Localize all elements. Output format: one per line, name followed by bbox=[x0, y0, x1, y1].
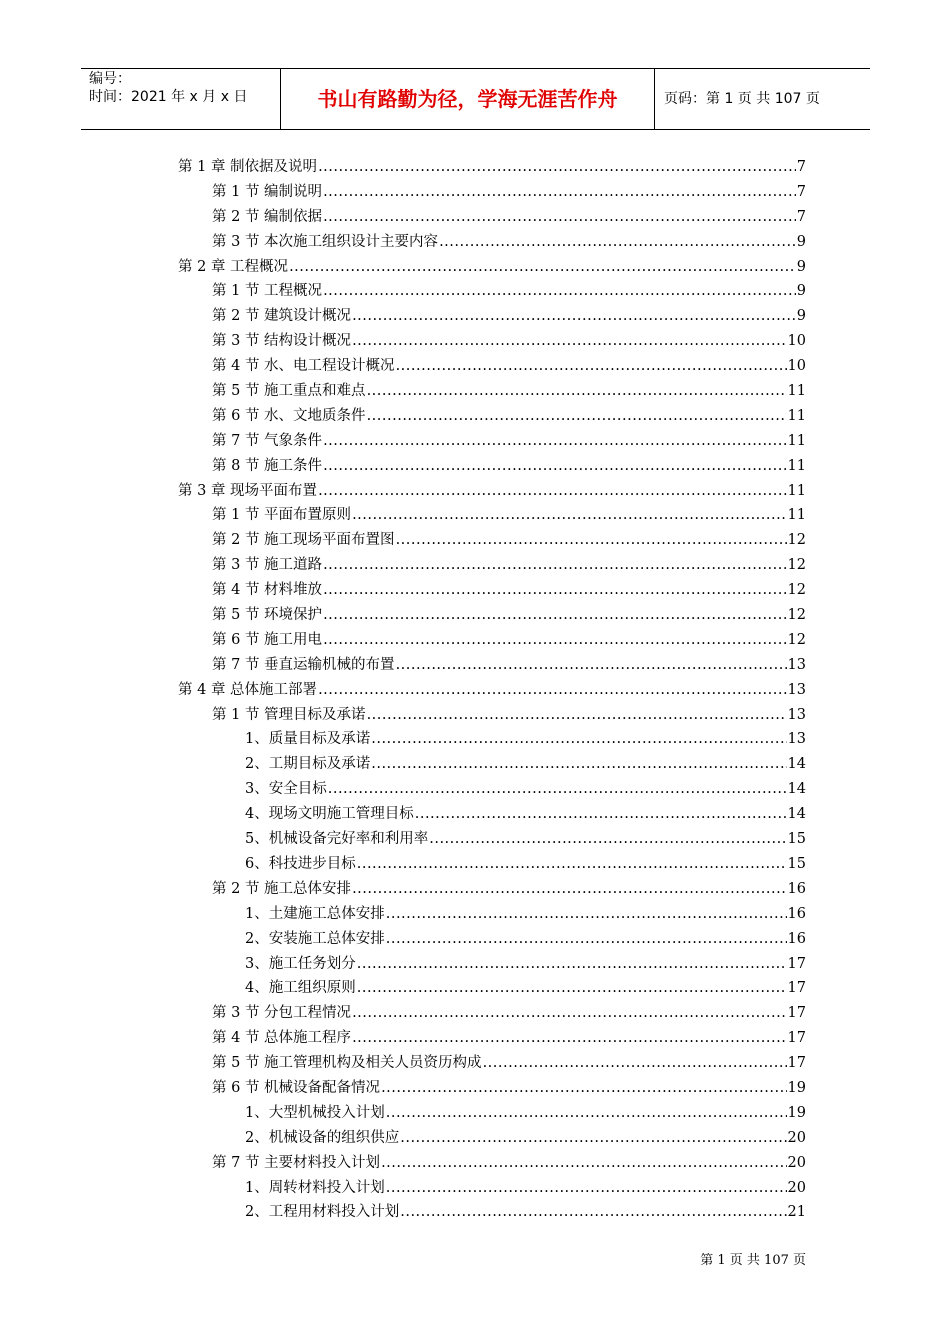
toc-dot-leader bbox=[357, 952, 787, 977]
toc-entry-title: 第 4 节 总体施工程序 bbox=[212, 1030, 352, 1047]
toc-entry-title: 安装施工总体安排 bbox=[268, 930, 385, 947]
toc-entry-page: 11 bbox=[787, 407, 806, 424]
toc-entry-page: 15 bbox=[787, 855, 806, 872]
toc-dot-leader bbox=[352, 877, 786, 902]
toc-entry[interactable] bbox=[178, 1126, 806, 1151]
toc-entry-title: 第 2 节 编制依据 bbox=[212, 208, 323, 225]
header-meta bbox=[81, 69, 281, 129]
toc-entry[interactable] bbox=[178, 727, 806, 752]
toc-entry-number: 5、 bbox=[245, 831, 269, 848]
toc-entry-page: 12 bbox=[787, 607, 806, 624]
toc-entry[interactable] bbox=[178, 852, 806, 877]
toc-dot-leader bbox=[323, 429, 786, 454]
toc-dot-leader bbox=[483, 1051, 787, 1076]
toc-entry[interactable] bbox=[178, 1026, 806, 1051]
toc-entry-title: 施工组织原则 bbox=[268, 980, 356, 997]
toc-entry-number: 3、 bbox=[245, 781, 269, 798]
toc-dot-leader bbox=[323, 553, 786, 578]
toc-dot-leader bbox=[386, 1101, 787, 1126]
toc-entry-title: 现场文明施工管理目标 bbox=[268, 806, 414, 823]
toc-entry-title: 第 4 章 总体施工部署 bbox=[178, 681, 318, 698]
toc-entry-number: 1、 bbox=[245, 1179, 269, 1196]
toc-entry-number: 1、 bbox=[245, 905, 269, 922]
toc-dot-leader bbox=[367, 404, 787, 429]
toc-entry-page: 17 bbox=[787, 1005, 806, 1022]
toc-entry[interactable] bbox=[178, 304, 806, 329]
toc-dot-leader bbox=[439, 230, 796, 255]
toc-entry-title: 安全目标 bbox=[268, 781, 327, 798]
toc-entry-title: 第 4 节 水、电工程设计概况 bbox=[212, 358, 395, 375]
page-footer: 第 1 页 共 107 页 bbox=[700, 1253, 806, 1268]
toc-dot-leader bbox=[289, 255, 796, 280]
toc-dot-leader bbox=[429, 827, 786, 852]
toc-entry-title: 大型机械投入计划 bbox=[268, 1104, 385, 1121]
toc-entry-page: 13 bbox=[787, 706, 806, 723]
toc-entry-page: 10 bbox=[787, 358, 806, 375]
toc-dot-leader bbox=[386, 927, 787, 952]
toc-dot-leader bbox=[323, 578, 786, 603]
toc-entry-page: 11 bbox=[787, 432, 806, 449]
toc-entry[interactable] bbox=[178, 1101, 806, 1126]
toc-entry-number: 2、 bbox=[245, 1129, 269, 1146]
toc-entry-page: 19 bbox=[787, 1079, 806, 1096]
toc-entry[interactable] bbox=[178, 603, 806, 628]
toc-dot-leader bbox=[371, 752, 786, 777]
page-header bbox=[81, 68, 870, 130]
toc-entry-page: 12 bbox=[787, 557, 806, 574]
toc-entry-title: 第 2 节 建筑设计概况 bbox=[212, 308, 352, 325]
toc-entry[interactable] bbox=[178, 205, 806, 230]
toc-dot-leader bbox=[352, 329, 786, 354]
toc-entry-title: 第 1 节 工程概况 bbox=[212, 283, 323, 300]
toc-dot-leader bbox=[352, 1001, 786, 1026]
toc-entry-title: 工程用材料投入计划 bbox=[268, 1204, 400, 1221]
toc-entry[interactable] bbox=[178, 230, 806, 255]
toc-entry-page: 17 bbox=[787, 1055, 806, 1072]
toc-dot-leader bbox=[323, 628, 786, 653]
toc-entry-page: 9 bbox=[796, 308, 806, 325]
toc-entry-title: 第 7 节 气象条件 bbox=[212, 432, 323, 449]
toc-dot-leader bbox=[318, 678, 786, 703]
toc-entry[interactable] bbox=[178, 703, 806, 728]
toc-dot-leader bbox=[381, 1076, 786, 1101]
toc-entry-title: 第 5 节 施工重点和难点 bbox=[212, 383, 366, 400]
toc-entry-title: 第 5 节 施工管理机构及相关人员资历构成 bbox=[212, 1055, 482, 1072]
toc-entry-page: 9 bbox=[796, 233, 806, 250]
toc-dot-leader bbox=[352, 304, 796, 329]
toc-entry[interactable] bbox=[178, 279, 806, 304]
toc-entry-title: 第 3 节 本次施工组织设计主要内容 bbox=[212, 233, 439, 250]
toc-dot-leader bbox=[381, 1151, 786, 1176]
toc-dot-leader bbox=[357, 852, 787, 877]
toc-entry[interactable] bbox=[178, 902, 806, 927]
toc-entry-number: 1、 bbox=[245, 1104, 269, 1121]
toc-entry-title: 第 7 节 垂直运输机械的布置 bbox=[212, 656, 395, 673]
toc-entry-page: 20 bbox=[787, 1179, 806, 1196]
toc-entry[interactable] bbox=[178, 802, 806, 827]
toc-entry-title: 第 2 节 施工现场平面布置图 bbox=[212, 532, 395, 549]
toc-entry[interactable] bbox=[178, 1176, 806, 1201]
toc-entry-page: 16 bbox=[787, 880, 806, 897]
toc-entry-page: 19 bbox=[787, 1104, 806, 1121]
toc-entry-number: 1、 bbox=[245, 731, 269, 748]
toc-dot-leader bbox=[396, 653, 787, 678]
toc-entry-title: 周转材料投入计划 bbox=[268, 1179, 385, 1196]
toc-entry[interactable] bbox=[178, 379, 806, 404]
toc-entry-page: 16 bbox=[787, 930, 806, 947]
toc-entry-title: 第 1 章 制依据及说明 bbox=[178, 159, 318, 175]
toc-entry-number: 2、 bbox=[245, 1204, 269, 1221]
toc-entry-page: 12 bbox=[787, 532, 806, 549]
document-number-label: 编号： bbox=[89, 71, 131, 87]
document-time-label: 时间：2021 年 x 月 x 日 bbox=[89, 89, 248, 105]
toc-entry-page: 14 bbox=[787, 756, 806, 773]
toc-dot-leader bbox=[396, 528, 787, 553]
toc-entry-title: 施工任务划分 bbox=[268, 955, 356, 972]
toc-dot-leader bbox=[323, 454, 786, 479]
toc-entry-page: 17 bbox=[787, 955, 806, 972]
toc-entry[interactable] bbox=[178, 1076, 806, 1101]
toc-entry-title: 第 4 节 材料堆放 bbox=[212, 582, 323, 599]
toc-entry-page: 15 bbox=[787, 831, 806, 848]
toc-entry-title: 机械设备的组织供应 bbox=[268, 1129, 400, 1146]
toc-entry-title: 质量目标及承诺 bbox=[268, 731, 371, 748]
toc-dot-leader bbox=[396, 354, 787, 379]
toc-entry-title: 第 1 节 平面布置原则 bbox=[212, 507, 352, 524]
toc-dot-leader bbox=[352, 503, 786, 528]
toc-dot-leader bbox=[386, 1176, 787, 1201]
toc-entry-page: 13 bbox=[787, 681, 806, 698]
toc-entry[interactable] bbox=[178, 429, 806, 454]
toc-dot-leader bbox=[415, 802, 787, 827]
toc-entry-page: 14 bbox=[787, 781, 806, 798]
toc-entry-page: 11 bbox=[787, 507, 806, 524]
toc-entry-number: 2、 bbox=[245, 756, 269, 773]
toc-dot-leader bbox=[323, 180, 796, 205]
toc-entry-page: 12 bbox=[787, 631, 806, 648]
toc-entry-page: 16 bbox=[787, 905, 806, 922]
toc-entry[interactable] bbox=[178, 354, 806, 379]
header-motto: 书山有路勤为径，学海无涯苦作舟 bbox=[281, 69, 655, 129]
toc-dot-leader bbox=[371, 727, 786, 752]
toc-entry-number: 4、 bbox=[245, 806, 269, 823]
toc-entry-title: 第 1 节 编制说明 bbox=[212, 183, 323, 200]
toc-entry-page: 13 bbox=[787, 731, 806, 748]
toc-entry[interactable] bbox=[178, 1151, 806, 1176]
toc-dot-leader bbox=[318, 155, 796, 180]
toc-entry-page: 9 bbox=[796, 283, 806, 300]
table-of-contents bbox=[178, 155, 806, 1225]
toc-entry[interactable] bbox=[178, 553, 806, 578]
toc-entry-title: 第 3 节 结构设计概况 bbox=[212, 333, 352, 350]
toc-entry-title: 第 3 节 分包工程情况 bbox=[212, 1005, 352, 1022]
toc-entry[interactable] bbox=[178, 454, 806, 479]
toc-entry[interactable] bbox=[178, 1051, 806, 1076]
toc-dot-leader bbox=[400, 1200, 786, 1225]
toc-entry-title: 第 7 节 主要材料投入计划 bbox=[212, 1154, 381, 1171]
toc-entry-page: 11 bbox=[787, 482, 806, 499]
toc-entry[interactable] bbox=[178, 1001, 806, 1026]
toc-entry-title: 第 3 章 现场平面布置 bbox=[178, 482, 318, 499]
toc-entry[interactable] bbox=[178, 479, 806, 504]
toc-dot-leader bbox=[367, 379, 787, 404]
toc-entry-title: 机械设备完好率和利用率 bbox=[268, 831, 429, 848]
toc-entry-page: 17 bbox=[787, 980, 806, 997]
toc-entry[interactable] bbox=[178, 255, 806, 280]
toc-dot-leader bbox=[323, 279, 796, 304]
toc-entry-title: 科技进步目标 bbox=[268, 855, 356, 872]
toc-entry[interactable] bbox=[178, 827, 806, 852]
toc-dot-leader bbox=[318, 479, 786, 504]
toc-entry[interactable] bbox=[178, 180, 806, 205]
toc-entry-page: 11 bbox=[787, 457, 806, 474]
toc-entry[interactable] bbox=[178, 578, 806, 603]
toc-entry-page: 9 bbox=[796, 258, 806, 275]
toc-entry-title: 第 3 节 施工道路 bbox=[212, 557, 323, 574]
toc-entry[interactable] bbox=[178, 927, 806, 952]
toc-entry[interactable] bbox=[178, 653, 806, 678]
toc-entry-page: 21 bbox=[787, 1204, 806, 1221]
toc-entry[interactable] bbox=[178, 404, 806, 429]
toc-entry-title: 土建施工总体安排 bbox=[268, 905, 385, 922]
toc-dot-leader bbox=[352, 1026, 786, 1051]
toc-entry-number: 6、 bbox=[245, 855, 269, 872]
toc-entry-page: 10 bbox=[787, 333, 806, 350]
toc-dot-leader bbox=[323, 603, 786, 628]
toc-entry[interactable] bbox=[178, 329, 806, 354]
toc-entry-title: 第 1 节 管理目标及承诺 bbox=[212, 706, 366, 723]
toc-entry-title: 第 6 节 施工用电 bbox=[212, 631, 323, 648]
toc-entry-number: 4、 bbox=[245, 980, 269, 997]
toc-entry-title: 第 2 节 施工总体安排 bbox=[212, 880, 352, 897]
toc-entry-page: 17 bbox=[787, 1030, 806, 1047]
toc-dot-leader bbox=[386, 902, 787, 927]
toc-entry-page: 11 bbox=[787, 383, 806, 400]
toc-entry[interactable] bbox=[178, 678, 806, 703]
toc-entry-page: 14 bbox=[787, 806, 806, 823]
toc-entry[interactable] bbox=[178, 503, 806, 528]
toc-dot-leader bbox=[357, 976, 787, 1001]
toc-entry-page: 20 bbox=[787, 1154, 806, 1171]
toc-dot-leader bbox=[367, 703, 787, 728]
toc-entry-page: 7 bbox=[796, 208, 806, 225]
toc-entry-number: 2、 bbox=[245, 930, 269, 947]
toc-entry[interactable] bbox=[178, 155, 806, 180]
toc-dot-leader bbox=[400, 1126, 786, 1151]
toc-entry-title: 第 6 节 机械设备配备情况 bbox=[212, 1079, 381, 1096]
toc-entry-number: 3、 bbox=[245, 955, 269, 972]
toc-dot-leader bbox=[323, 205, 796, 230]
header-page-info: 页码：第 1 页 共 107 页 bbox=[664, 91, 820, 107]
toc-entry-title: 第 6 节 水、文地质条件 bbox=[212, 407, 366, 424]
toc-entry-title: 第 5 节 环境保护 bbox=[212, 607, 323, 624]
toc-entry-title: 第 2 章 工程概况 bbox=[178, 258, 289, 275]
toc-entry-title: 工期目标及承诺 bbox=[268, 756, 371, 773]
toc-entry-page: 13 bbox=[787, 656, 806, 673]
toc-entry[interactable] bbox=[178, 877, 806, 902]
toc-entry-page: 7 bbox=[796, 159, 806, 175]
toc-entry[interactable] bbox=[178, 976, 806, 1001]
toc-entry-title: 第 8 节 施工条件 bbox=[212, 457, 323, 474]
toc-entry[interactable] bbox=[178, 628, 806, 653]
toc-entry-page: 20 bbox=[787, 1129, 806, 1146]
toc-entry[interactable] bbox=[178, 528, 806, 553]
toc-entry[interactable] bbox=[178, 777, 806, 802]
toc-entry[interactable] bbox=[178, 952, 806, 977]
toc-entry-page: 7 bbox=[796, 183, 806, 200]
toc-entry[interactable] bbox=[178, 752, 806, 777]
toc-entry-page: 12 bbox=[787, 582, 806, 599]
toc-entry[interactable] bbox=[178, 1200, 806, 1225]
toc-dot-leader bbox=[328, 777, 787, 802]
